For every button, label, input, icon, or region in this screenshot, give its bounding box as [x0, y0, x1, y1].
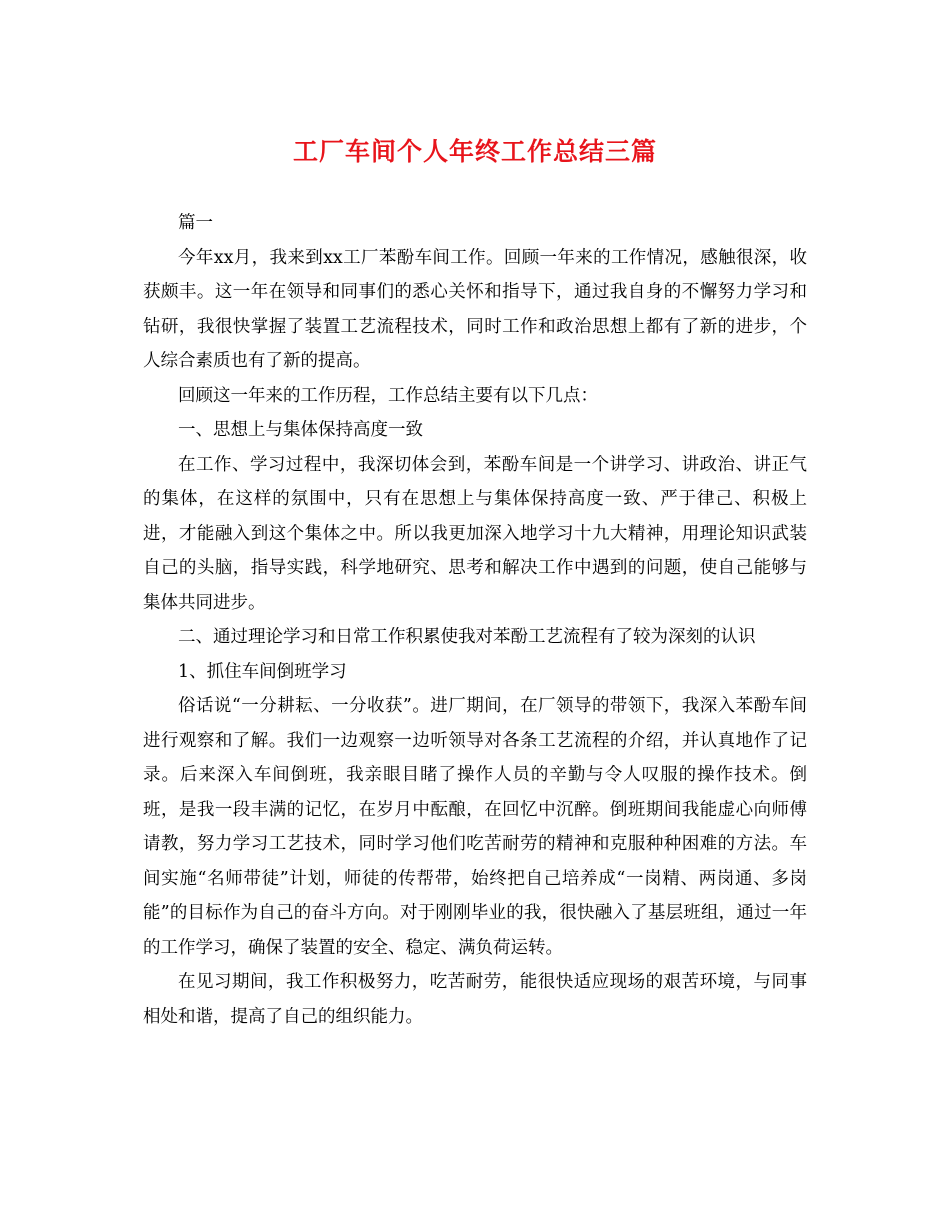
subsection-heading: 1、抓住车间倒班学习: [178, 661, 347, 682]
body-paragraph: 回顾这一年来的工作历程，工作总结主要有以下几点：: [178, 385, 598, 406]
body-paragraph: 今年xx月，我来到xx工厂苯酚车间工作。回顾一年来的工作情况，感触很深，收获颇丰。这一年在领导和同事们的悉心关怀和指导下，通过我自身的不懈努力学习和钻研，我很快掌握了装置工艺流程技术，同时工作和政治思想上都有了新的进步，个人综合素质也有了新的提高。: [143, 247, 807, 371]
body-paragraph: 在工作、学习过程中，我深切体会到，苯酚车间是一个讲学习、讲政治、讲正气的集体，在这样的氛围中，只有在思想上与集体保持高度一致、严于律己、积极上进，才能融入到这个集体之中。所以我更加深入地学习十九大精神，用理论知识武装自己的头脑，指导实践，科学地研究、思考和解决工作中遇到的问题，使自己能够与集体共同进步。: [143, 454, 807, 613]
document-title: 工厂车间个人年终工作总结三篇: [292, 137, 657, 166]
document-body: [143, 206, 807, 1034]
body-paragraph: 俗话说“一分耕耘、一分收获”。进厂期间，在厂领导的带领下，我深入苯酚车间进行观察和了解。我们一边观察一边听领导对各条工艺流程的介绍，并认真地作了记录。后来深入车间倒班，我亲眼目睹了操作人员的辛勤与令人叹服的操作技术。倒班，是我一段丰满的记忆，在岁月中酝酿，在回忆中沉醉。倒班期间我能虚心向师傅请教，努力学习工艺技术，同时学习他们吃苦耐劳的精神和克服种种困难的方法。车间实施“名师带徒”计划，师徒的传帮带，始终把自己培养成“一岗精、两岗通、多岗能”的目标作为自己的奋斗方向。对于刚刚毕业的我，很快融入了基层班组，通过一年的工作学习，确保了装置的安全、稳定、满负荷运转。: [143, 696, 807, 958]
section-heading: 二、通过理论学习和日常工作积累使我对苯酚工艺流程有了较为深刻的认识: [178, 627, 756, 647]
section-heading: 一、思想上与集体保持高度一致: [178, 420, 423, 440]
section-heading-part-one: 篇一: [178, 213, 213, 233]
body-paragraph: 在见习期间，我工作积极努力，吃苦耐劳，能很快适应现场的艰苦环境，与同事相处和谐，提高了自己的组织能力。: [143, 972, 807, 1027]
